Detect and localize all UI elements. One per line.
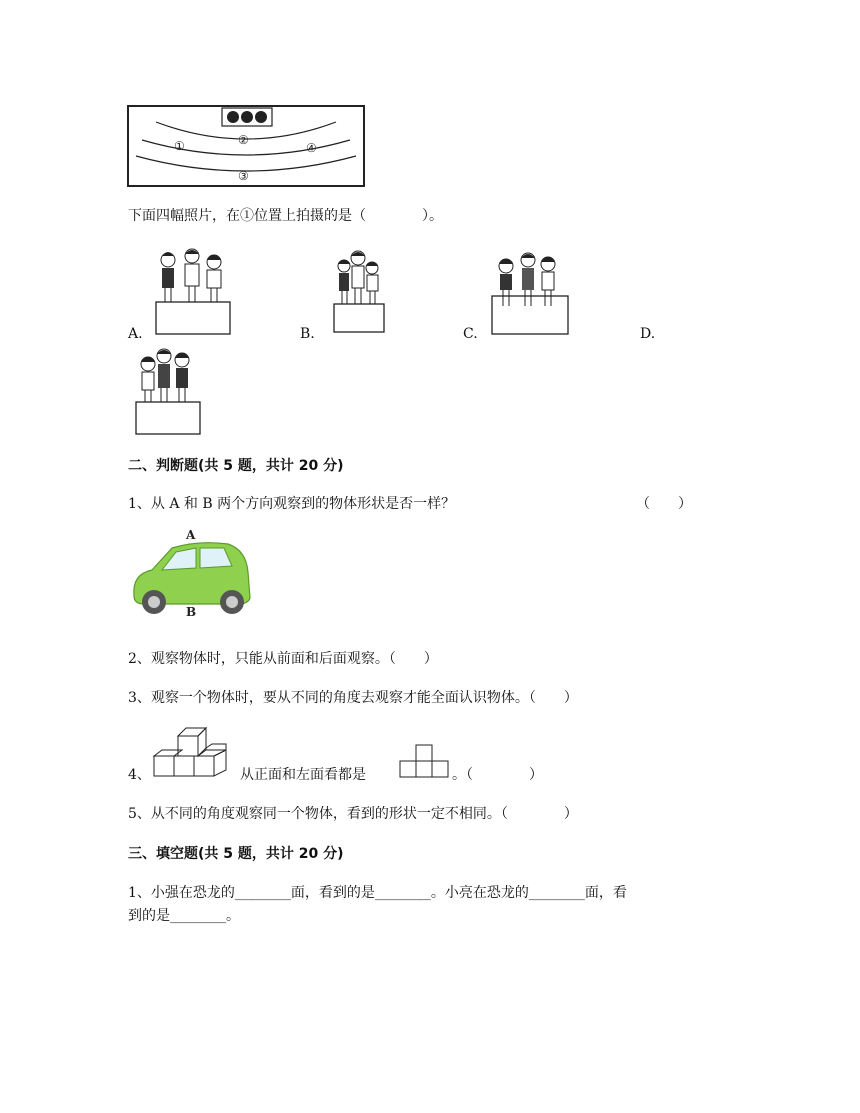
fill-question-1-line-2: 到的是________。 [128, 908, 240, 924]
position-3-marker: ③ [238, 169, 249, 183]
stage-position-diagram [126, 104, 368, 190]
option-c-label: C. [463, 326, 478, 342]
judge-question-1-paren: （ ） [636, 496, 692, 512]
front-left-view-figure [398, 744, 452, 780]
judge-question-4-number: 4、 [128, 767, 151, 783]
position-4-marker: ④ [306, 141, 317, 155]
judge-question-3: 3、观察一个物体时，要从不同的角度去观察才能全面认识物体。（ ） [128, 690, 578, 706]
green-car-image [128, 526, 256, 618]
judge-question-4-end: 。（ ） [452, 767, 543, 783]
section-3-title: 三、填空题(共 5 题，共计 20 分) [128, 846, 344, 862]
option-b-label: B. [300, 326, 315, 342]
option-d-label: D. [640, 326, 656, 342]
cube-stack-figure [152, 726, 234, 780]
judge-question-4-text: 从正面和左面看都是 [240, 767, 366, 783]
option-c-photo [490, 250, 572, 338]
position-2-marker: ② [238, 133, 249, 147]
option-a-photo [154, 246, 234, 338]
judge-question-5: 5、从不同的角度观察同一个物体，看到的形状一定不相同。（ ） [128, 806, 578, 822]
option-a-label: A. [128, 326, 143, 342]
car-label-b: B [186, 605, 197, 619]
car-label-a: A [186, 528, 196, 542]
option-d-photo [134, 346, 206, 438]
judge-question-2: 2、观察物体时，只能从前面和后面观察。（ ） [128, 651, 438, 667]
position-1-marker: ① [174, 139, 185, 153]
option-b-photo [332, 248, 388, 336]
fill-question-1-line-1: 1、小强在恐龙的________面，看到的是________。小亮在恐龙的________面，看 [128, 885, 627, 901]
section-2-title: 二、判断题(共 5 题，共计 20 分) [128, 458, 344, 474]
photo-question-text: 下面四幅照片，在①位置上拍摄的是（ ）。 [128, 208, 443, 224]
judge-question-1: 1、从 A 和 B 两个方向观察到的物体形状是否一样？ [128, 496, 456, 512]
